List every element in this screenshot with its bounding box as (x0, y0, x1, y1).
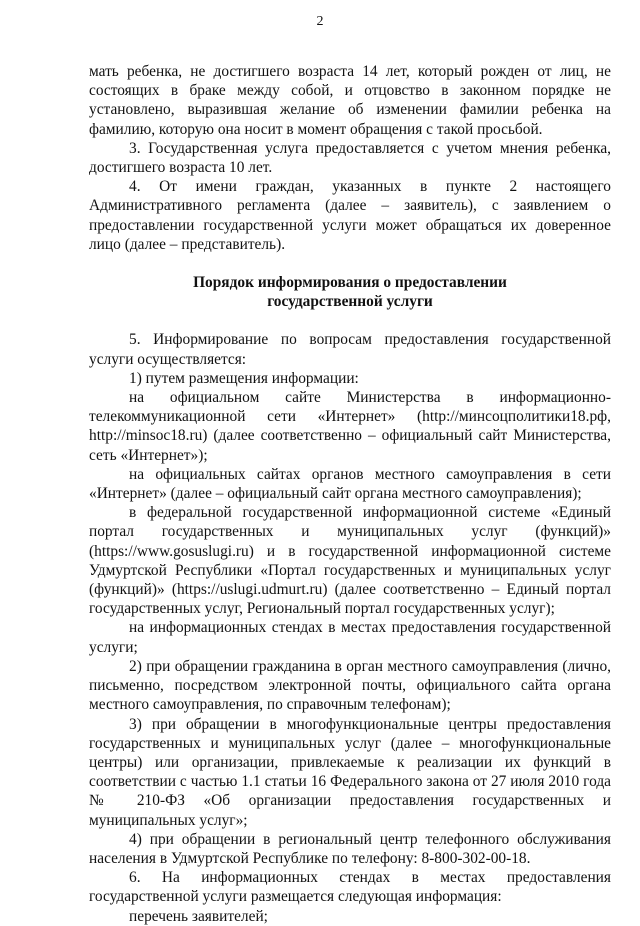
paragraph-mother-continuation: мать ребенка, не достигшего возраста 14 лет, который рожден от лиц, не состоящих в браке между собой, и отцовство в законном порядке не установлено, выразившая желание об изменении фамилии ребенка на фамилию, которую она носит в момент обращения с такой просьбой. (89, 63, 611, 138)
paragraph-5: 5. Информирование по вопросам предоставления государственной услуги осуществляется: (89, 331, 611, 368)
paragraph-3: 3. Государственная услуга предоставляется с учетом мнения ребенка, достигшего возраста 10 лет. (89, 139, 611, 177)
item-info-stands: на информационных стендах в местах предоставления государственной услуги; (89, 619, 611, 656)
document-body (89, 62, 611, 926)
section-heading-line-2: государственной услуги (267, 293, 433, 311)
item-local-sites: на официальных сайтах органов местного самоуправления в сети «Интернет» (далее – официальный сайт органа местного самоуправления); (89, 465, 611, 503)
item-4: 4) при обращении в региональный центр телефонного обслуживания населения в Удмуртской Республике по телефону: 8-800-302-00-18. (89, 830, 611, 867)
item-2: 2) при обращении гражданина в орган местного самоуправления (лично, письменно, посредством электронной почты, официального сайта органа местного самоуправления, по справочным телефонам); (89, 657, 611, 714)
item-ministry-site: на официальном сайте Министерства в информационно-телекоммуникационной сети «Интернет» (http://минсоцполитики18.рф, http://minsoc18.ru) (далее соответственно – официальный сайт Министерства, сеть «Интернет»); (89, 389, 611, 464)
section-heading-line-1: Порядок информирования о предоставлении (193, 274, 507, 292)
section-heading (89, 273, 611, 311)
item-1: 1) путем размещения информации: (129, 369, 359, 387)
item-3: 3) при обращении в многофункциональные центры предоставления государственных и муниципальных услуг (далее – многофункциональные центры) или организации, привлекаемые к реализации их функций в соответствии с частью 1.1 статьи 16 Федерального закона от 27 июля 2010 года № 210-ФЗ «Об организации предоставления государственных и муниципальных услуг»; (89, 715, 611, 829)
item-unified-portal: в федеральной государственной информационной системе «Единый портал государственных и муниципальных услуг (функций)» (https://www.gosuslugi.ru) и в государственной информационной системе Удмуртской Республики «Портал государственных и муниципальных услуг (функций)» (https://uslugi.udmurt.ru) (далее соответственно – Единый портал государственных услуг, Региональный портал государственных услуг); (89, 504, 611, 618)
paragraph-4: 4. От имени граждан, указанных в пункте 2 настоящего Административного регламента (далее – заявитель), с заявлением о предоставлении государственной услуги может обращаться их доверенное лицо (далее – представитель). (89, 178, 611, 253)
paragraph-6: 6. На информационных стендах в местах предоставления государственной услуги размещается следующая информация: (89, 869, 611, 906)
item-applicants-list: перечень заявителей; (129, 907, 268, 925)
section-body (89, 330, 611, 925)
page-number: 2 (316, 14, 324, 29)
